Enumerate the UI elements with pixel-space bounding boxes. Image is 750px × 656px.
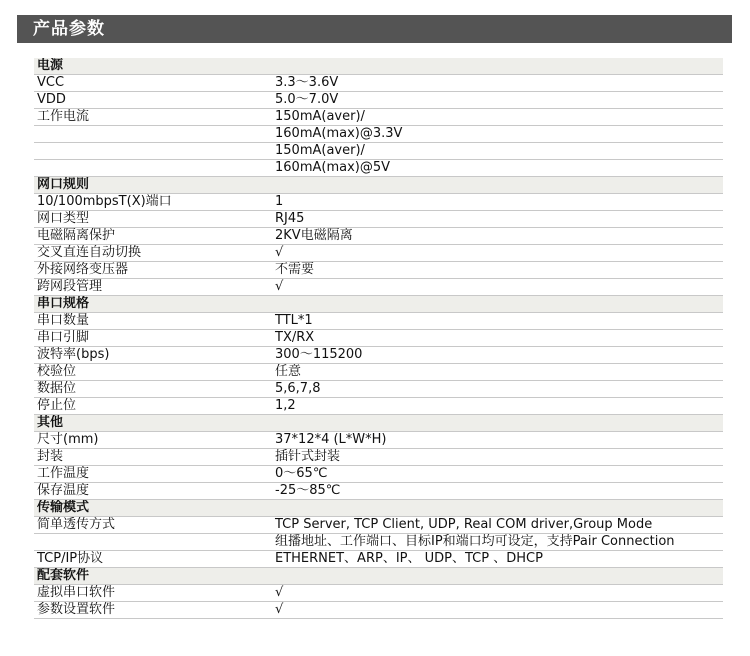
spec-value: TX/RX — [272, 330, 723, 347]
spec-row — [34, 279, 723, 296]
spec-row — [34, 143, 723, 160]
spec-row — [34, 381, 723, 398]
spec-value: -25～85℃ — [272, 483, 723, 500]
section-header-bar — [17, 15, 732, 43]
spec-value: 插针式封装 — [272, 449, 723, 466]
spec-label: 串口数量 — [34, 313, 272, 330]
spec-row — [34, 313, 723, 330]
spec-row — [34, 483, 723, 500]
spec-label: 跨网段管理 — [34, 279, 272, 296]
spec-value: ETHERNET、ARP、IP、 UDP、TCP 、DHCP — [272, 551, 723, 568]
spec-label: 波特率(bps) — [34, 347, 272, 364]
spec-table — [34, 58, 723, 619]
spec-label: 封装 — [34, 449, 272, 466]
spec-value: √ — [272, 279, 723, 296]
spec-row — [34, 194, 723, 211]
spec-row — [34, 534, 723, 551]
spec-row — [34, 160, 723, 177]
spec-value: RJ45 — [272, 211, 723, 228]
spec-label: 校验位 — [34, 364, 272, 381]
spec-row — [34, 449, 723, 466]
spec-row — [34, 517, 723, 534]
spec-value: 3.3～3.6V — [272, 75, 723, 92]
spec-row — [34, 347, 723, 364]
spec-row — [34, 75, 723, 92]
spec-row — [34, 551, 723, 568]
spec-label: 工作电流 — [34, 109, 272, 126]
spec-value: 150mA(aver)/ — [272, 143, 723, 160]
section-row — [34, 296, 723, 313]
spec-row — [34, 262, 723, 279]
spec-label: 停止位 — [34, 398, 272, 415]
spec-label — [34, 534, 272, 551]
spec-value: 5,6,7,8 — [272, 381, 723, 398]
spec-value: 任意 — [272, 364, 723, 381]
spec-label: 电磁隔离保护 — [34, 228, 272, 245]
spec-value: 300～115200 — [272, 347, 723, 364]
section-header-title: 产品参数 — [33, 19, 105, 39]
spec-value: 160mA(max)@5V — [272, 160, 723, 177]
spec-label — [34, 160, 272, 177]
spec-row — [34, 602, 723, 619]
spec-label: VCC — [34, 75, 272, 92]
spec-value: 1 — [272, 194, 723, 211]
spec-value: √ — [272, 585, 723, 602]
spec-row — [34, 109, 723, 126]
spec-label — [34, 143, 272, 160]
spec-row — [34, 92, 723, 109]
spec-row — [34, 398, 723, 415]
section-title: 传输模式 — [34, 500, 723, 517]
spec-value: TCP Server, TCP Client, UDP, Real COM driver,Group Mode — [272, 517, 723, 534]
spec-label: 工作温度 — [34, 466, 272, 483]
section-row — [34, 415, 723, 432]
spec-row — [34, 245, 723, 262]
spec-label: 简单透传方式 — [34, 517, 272, 534]
spec-label: 参数设置软件 — [34, 602, 272, 619]
section-title: 配套软件 — [34, 568, 723, 585]
spec-label: TCP/IP协议 — [34, 551, 272, 568]
section-title: 串口规格 — [34, 296, 723, 313]
spec-label: 保存温度 — [34, 483, 272, 500]
spec-row — [34, 126, 723, 143]
spec-value: TTL*1 — [272, 313, 723, 330]
section-row — [34, 177, 723, 194]
section-title: 网口规则 — [34, 177, 723, 194]
spec-value: 150mA(aver)/ — [272, 109, 723, 126]
spec-value: 37*12*4 (L*W*H) — [272, 432, 723, 449]
spec-value: √ — [272, 245, 723, 262]
spec-row — [34, 585, 723, 602]
spec-value: 1,2 — [272, 398, 723, 415]
section-title: 其他 — [34, 415, 723, 432]
spec-row — [34, 364, 723, 381]
spec-label: 串口引脚 — [34, 330, 272, 347]
spec-row — [34, 228, 723, 245]
spec-table-body — [34, 58, 723, 619]
spec-label: 网口类型 — [34, 211, 272, 228]
section-row — [34, 58, 723, 75]
spec-label: 交叉直连自动切换 — [34, 245, 272, 262]
spec-label: 数据位 — [34, 381, 272, 398]
section-row — [34, 500, 723, 517]
spec-label: 虚拟串口软件 — [34, 585, 272, 602]
spec-label: 外接网络变压器 — [34, 262, 272, 279]
spec-value: 组播地址、工作端口、目标IP和端口均可设定，支持Pair Connection — [272, 534, 723, 551]
section-row — [34, 568, 723, 585]
spec-label: VDD — [34, 92, 272, 109]
section-title: 电源 — [34, 58, 723, 75]
spec-value: 0～65℃ — [272, 466, 723, 483]
spec-value: 160mA(max)@3.3V — [272, 126, 723, 143]
spec-value: 不需要 — [272, 262, 723, 279]
spec-label: 尺寸(mm) — [34, 432, 272, 449]
spec-value: 2KV电磁隔离 — [272, 228, 723, 245]
spec-value: √ — [272, 602, 723, 619]
spec-value: 5.0～7.0V — [272, 92, 723, 109]
spec-label — [34, 126, 272, 143]
spec-row — [34, 466, 723, 483]
spec-row — [34, 432, 723, 449]
spec-row — [34, 211, 723, 228]
spec-row — [34, 330, 723, 347]
spec-label: 10/100mbpsT(X)端口 — [34, 194, 272, 211]
